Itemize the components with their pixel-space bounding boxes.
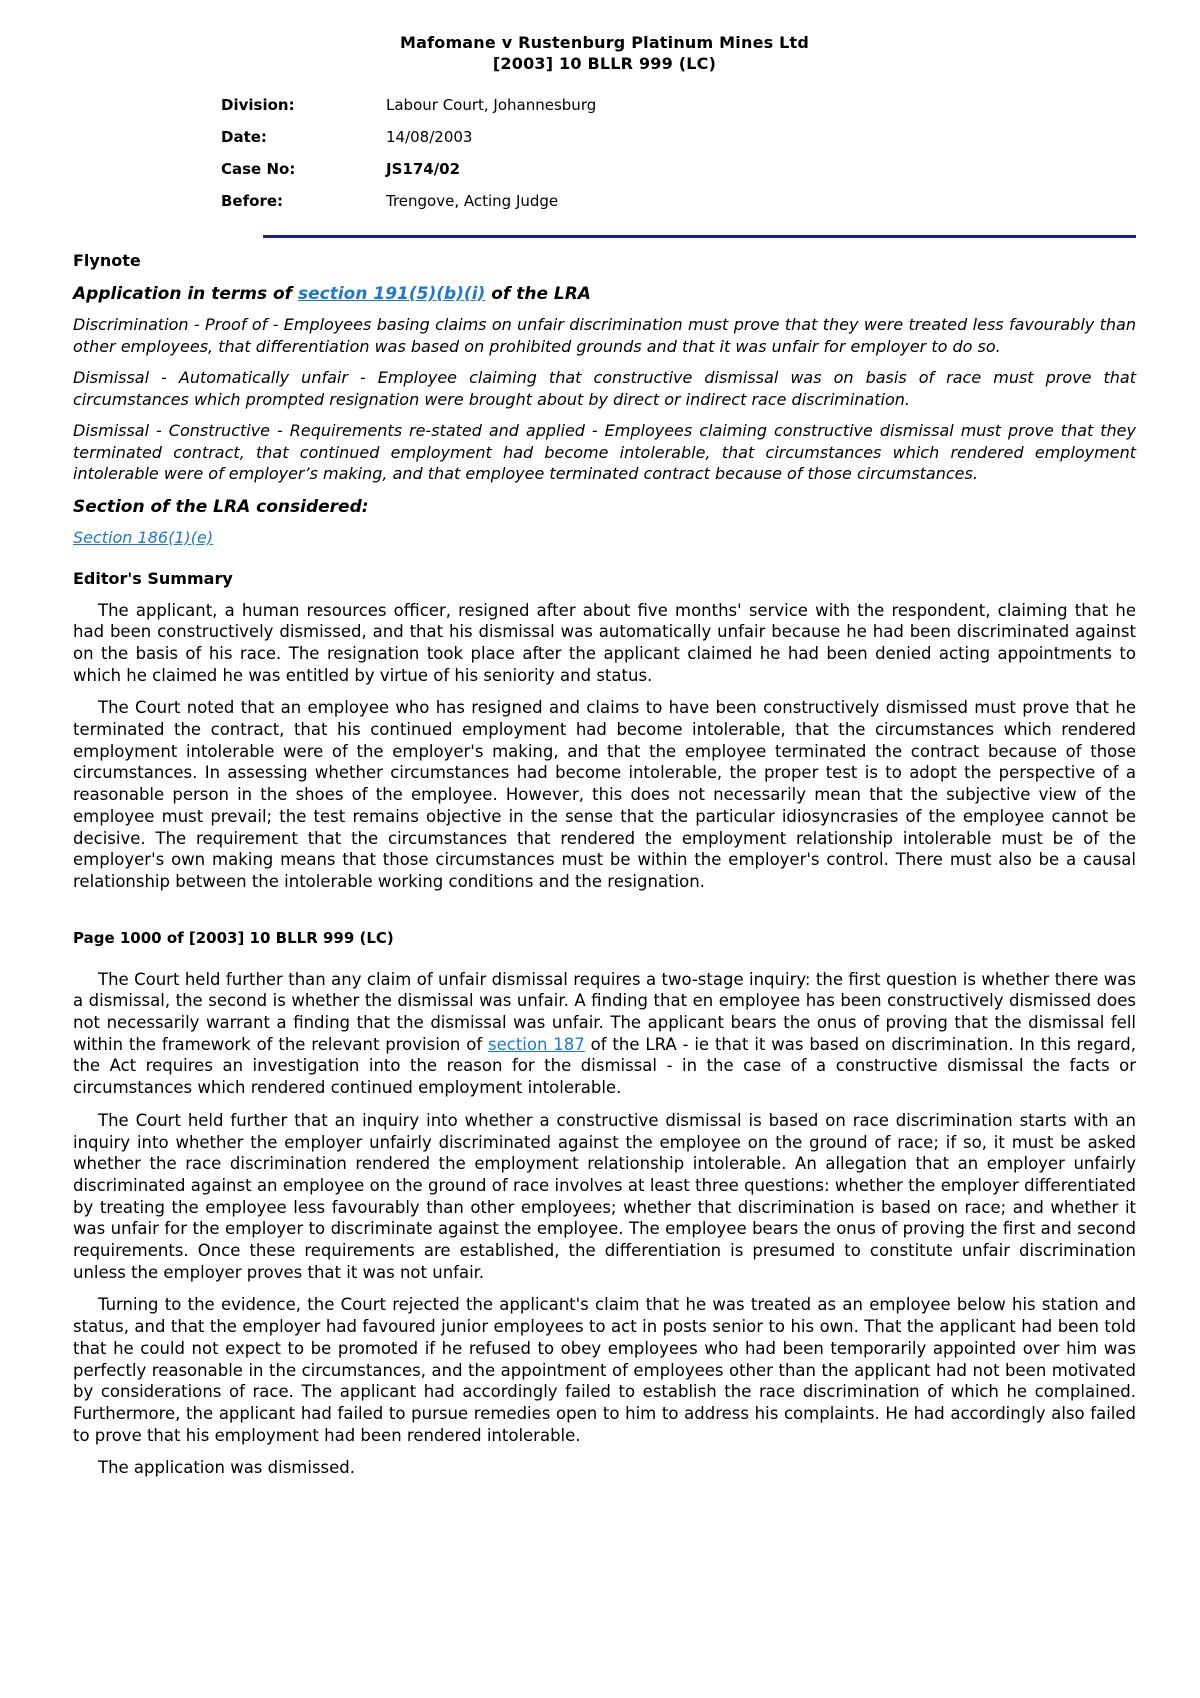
paragraph-text: of the LRA - ie that it was based on discrimination. In this regard, the Act requires an investigation into the reason for the dismissal - in the case of a constructive dismissal the facts or circumstances which rendered continued employment intolerable. <box>73 1034 1136 1098</box>
detail-row-case-no <box>221 153 596 185</box>
flynote-constructive: Dismissal - Constructive - Requirements re-stated and applied - Employees claiming constructive dismissal must prove that they terminated contract, that continued employment had become intolerable, that circumstances which rendered employment intolerable were of employer’s making, and that employee terminated contract because of those circumstances. <box>73 421 1136 483</box>
section-186-container <box>73 528 1136 547</box>
detail-row-division <box>221 89 596 121</box>
application-heading <box>73 284 1136 304</box>
detail-label: Division: <box>221 96 295 114</box>
summary-paragraph <box>73 969 1136 1099</box>
summary-paragraph: The Court noted that an employee who has resigned and claims to have been constructively dismissed must prove that he terminated the contract, that his continued employment had become intolerable, that the circumstances which rendered employment intolerable were of the employer's making, and that the employee terminated the contract because of those circumstances. In assessing whether circumstances had become intolerable, the proper test is to adopt the perspective of a reasonable person in the shoes of the employee. However, this does not necessarily mean that the subjective view of the employee must prevail; the test remains objective in the sense that the particular idiosyncrasies of the employee cannot be decisive. The requirement that the circumstances that rendered the employment relationship intolerable must be of the employer's own making means that those circumstances must be within the employer's control. There must also be a causal relationship between the intolerable working conditions and the resignation. <box>73 698 1136 891</box>
application-prefix: Application in terms of <box>73 284 298 304</box>
application-suffix: of the LRA <box>485 284 591 304</box>
header-divider <box>263 235 1136 238</box>
detail-row-date <box>221 121 596 153</box>
case-title: Mafomane v Rustenburg Platinum Mines Ltd <box>399 33 810 52</box>
case-details-table <box>221 89 596 217</box>
detail-row-before <box>221 185 596 217</box>
paragraph-text: The Court held further than any claim of unfair dismissal requires a two-stage inquiry: the first question is whether there was a dismissal, the second is whether the dismissal was unfair. A finding that en employee has been constructively dismissed does not necessarily warrant a finding that the dismissal was unfair. The applicant bears the onus of proving that the dismissal fell within the framework of the relevant provision of <box>73 969 1136 1054</box>
detail-value: 14/08/2003 <box>386 128 473 146</box>
section-186-link[interactable]: Section 186(1)(e) <box>73 527 214 547</box>
section-considered-heading: Section of the LRA considered: <box>73 496 369 517</box>
case-header <box>73 32 1136 74</box>
flynote-heading: Flynote <box>73 251 141 270</box>
page-marker: Page 1000 of [2003] 10 BLLR 999 (LC) <box>73 928 394 947</box>
summary-paragraph: The applicant, a human resources officer, resigned after about five months' service with the respondent, claiming that he had been constructively dismissed, and that his dismissal was automatically unfair because he had been discriminated against on the basis of his race. The resignation took place after the applicant claimed he had been denied acting appointments to which he claimed he was entitled by virtue of his seniority and status. <box>73 600 1136 685</box>
editors-summary-heading: Editor's Summary <box>73 568 233 588</box>
judgment-page <box>73 0 1136 1479</box>
flynote-discrimination: Discrimination - Proof of - Employees basing claims on unfair discrimination must prove that they were treated less favourably than other employees, that differentiation was based on prohibited grounds and that it was unfair for employer to do so. <box>73 315 1136 356</box>
detail-value: Trengove, Acting Judge <box>386 192 559 210</box>
detail-label: Case No: <box>221 160 296 178</box>
detail-label: Before: <box>221 192 284 210</box>
section-191-link[interactable]: section 191(5)(b)(i) <box>297 284 486 304</box>
case-citation: [2003] 10 BLLR 999 (LC) <box>492 54 717 73</box>
detail-value: Labour Court, Johannesburg <box>386 96 597 114</box>
summary-paragraph: The Court held further that an inquiry into whether a constructive dismissal is based on race discrimination starts with an inquiry into whether the employer unfairly discriminated against the employee on the ground of race; if so, it must be asked whether the race discrimination rendered the employment relationship intolerable. An allegation that an employer unfairly discriminated against an employee on the ground of race involves at least three questions: whether the employer differentiated by treating the employee less favourably than other employees; whether that discrimination is based on race; and whether it was unfair for the employer to discriminate against the employee. The employee bears the onus of proving the first and second requirements. Once these requirements are established, the differentiation is presumed to constitute unfair discrimination unless the employer proves that it was not unfair. <box>73 1110 1136 1282</box>
section-187-link[interactable]: section 187 <box>488 1034 585 1054</box>
detail-label: Date: <box>221 128 267 146</box>
detail-value: JS174/02 <box>386 160 461 178</box>
flynote-automatically-unfair: Dismissal - Automatically unfair - Employee claiming that constructive dismissal was on basis of race must prove that circumstances which prompted resignation were brought about by direct or indirect race discrimination. <box>73 368 1136 409</box>
summary-conclusion: The application was dismissed. <box>98 1458 356 1478</box>
summary-paragraph: Turning to the evidence, the Court rejected the applicant's claim that he was treated as an employee below his station and status, and that the employer had favoured junior employees to act in posts senior to his own. That the applicant had been told that he could not expect to be promoted if he refused to obey employees who had been temporarily appointed over him was perfectly reasonable in the circumstances, and the appointment of employees other than the applicant had not been motivated by considerations of race. The applicant had accordingly failed to establish the race discrimination of which he complained. Furthermore, the applicant had failed to pursue remedies open to him to address his complaints. He had accordingly also failed to prove that his employment had been rendered intolerable. <box>73 1295 1136 1445</box>
